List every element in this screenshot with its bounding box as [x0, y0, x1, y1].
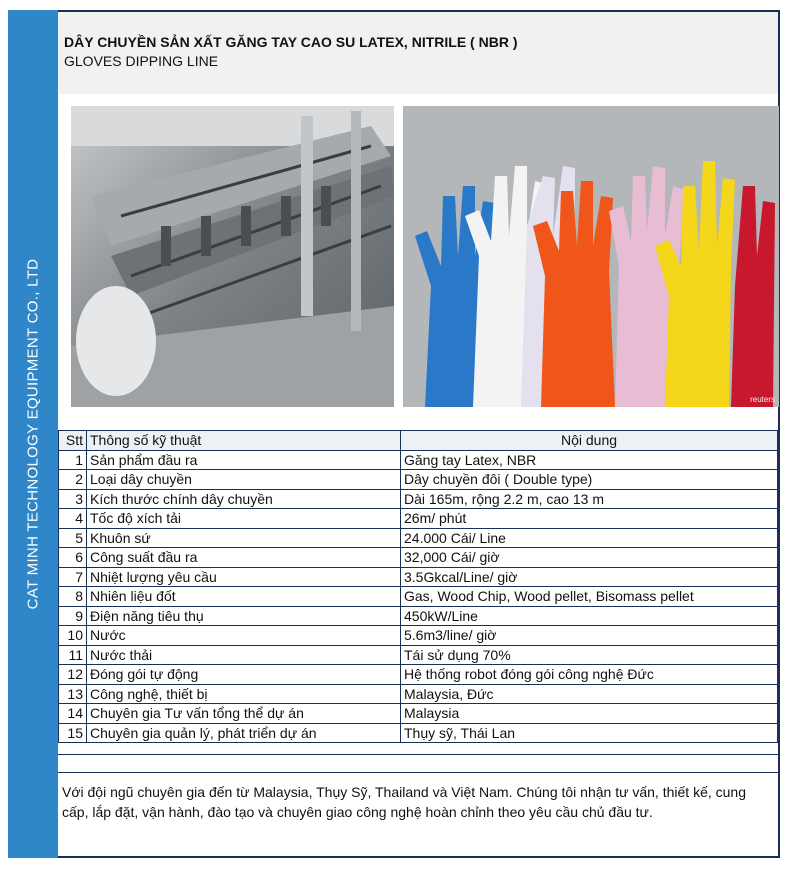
row-param: Điện năng tiêu thụ	[87, 606, 401, 626]
table-row	[59, 704, 778, 724]
row-value: Thụy sỹ, Thái Lan	[401, 723, 778, 743]
table-row	[59, 548, 778, 568]
table-row	[59, 684, 778, 704]
row-stt: 7	[59, 567, 87, 587]
row-stt: 11	[59, 645, 87, 665]
row-value: Malaysia, Đức	[401, 684, 778, 704]
header-stt: Stt	[59, 431, 87, 451]
row-stt: 9	[59, 606, 87, 626]
table-row	[59, 587, 778, 607]
row-param: Loại dây chuyền	[87, 470, 401, 490]
table-header-row	[59, 431, 778, 451]
photo-credit: reuters	[750, 395, 775, 404]
row-value: 450kW/Line	[401, 606, 778, 626]
table-row	[59, 665, 778, 685]
table-row	[59, 606, 778, 626]
row-value: Găng tay Latex, NBR	[401, 450, 778, 470]
row-stt: 10	[59, 626, 87, 646]
row-stt: 5	[59, 528, 87, 548]
row-param: Tốc độ xích tải	[87, 509, 401, 529]
table-row	[59, 626, 778, 646]
row-value: Dài 165m, rộng 2.2 m, cao 13 m	[401, 489, 778, 509]
row-value: 24.000 Cái/ Line	[401, 528, 778, 548]
row-stt: 1	[59, 450, 87, 470]
divider	[58, 754, 778, 755]
page-title: DÂY CHUYỀN SẢN XẤT GĂNG TAY CAO SU LATEX, NITRILE ( NBR )	[64, 34, 518, 50]
row-param: Chuyên gia Tư vấn tổng thể dự án	[87, 704, 401, 724]
row-param: Khuôn sứ	[87, 528, 401, 548]
table-row	[59, 489, 778, 509]
divider	[58, 772, 778, 773]
row-stt: 4	[59, 509, 87, 529]
row-param: Kích thước chính dây chuyền	[87, 489, 401, 509]
row-stt: 6	[59, 548, 87, 568]
table-row	[59, 645, 778, 665]
row-stt: 3	[59, 489, 87, 509]
row-value: Tái sử dụng 70%	[401, 645, 778, 665]
row-param: Nước	[87, 626, 401, 646]
row-param: Công nghệ, thiết bị	[87, 684, 401, 704]
row-value: Gas, Wood Chip, Wood pellet, Bisomass pellet	[401, 587, 778, 607]
gloves-photo	[403, 106, 779, 407]
table-row	[59, 528, 778, 548]
row-param: Công suất đầu ra	[87, 548, 401, 568]
row-stt: 15	[59, 723, 87, 743]
company-sidebar	[8, 10, 58, 858]
row-param: Nhiệt lượng yêu cầu	[87, 567, 401, 587]
table-row	[59, 567, 778, 587]
row-value: 26m/ phút	[401, 509, 778, 529]
company-note: Với đội ngũ chuyên gia đến từ Malaysia, Thụy Sỹ, Thailand và Việt Nam. Chúng tôi nhận tư vấn, thiết kế, cung cấp, lắp đặt, vận hành, đào tạo và chuyên giao công nghệ hoàn chỉnh theo yêu cầu chủ đầu tư.	[62, 784, 746, 820]
row-value: 3.5Gkcal/Line/ giờ	[401, 567, 778, 587]
row-param: Chuyên gia quản lý, phát triển dự án	[87, 723, 401, 743]
row-param: Sản phẩm đầu ra	[87, 450, 401, 470]
header-param: Thông số kỹ thuật	[87, 431, 401, 451]
header-value: Nội dung	[401, 431, 778, 451]
row-stt: 13	[59, 684, 87, 704]
row-stt: 14	[59, 704, 87, 724]
row-value: 32,000 Cái/ giờ	[401, 548, 778, 568]
header	[58, 12, 778, 94]
row-param: Nhiên liệu đốt	[87, 587, 401, 607]
row-param: Nước thải	[87, 645, 401, 665]
spec-table	[58, 430, 778, 743]
row-value: Malaysia	[401, 704, 778, 724]
datasheet	[58, 10, 780, 858]
row-value: 5.6m3/line/ giờ	[401, 626, 778, 646]
row-value: Dây chuyền đôi ( Double type)	[401, 470, 778, 490]
row-stt: 12	[59, 665, 87, 685]
row-value: Hệ thống robot đóng gói công nghệ Đức	[401, 665, 778, 685]
row-param: Đóng gói tự động	[87, 665, 401, 685]
page-subtitle: GLOVES DIPPING LINE	[64, 53, 219, 69]
dipping-line-photo	[71, 106, 394, 407]
row-stt: 8	[59, 587, 87, 607]
company-name: CAT MINH TECHNOLOGY EQUIPMENT CO., LTD	[24, 258, 42, 610]
table-row	[59, 509, 778, 529]
row-stt: 2	[59, 470, 87, 490]
table-row	[59, 723, 778, 743]
table-row	[59, 470, 778, 490]
table-row	[59, 450, 778, 470]
